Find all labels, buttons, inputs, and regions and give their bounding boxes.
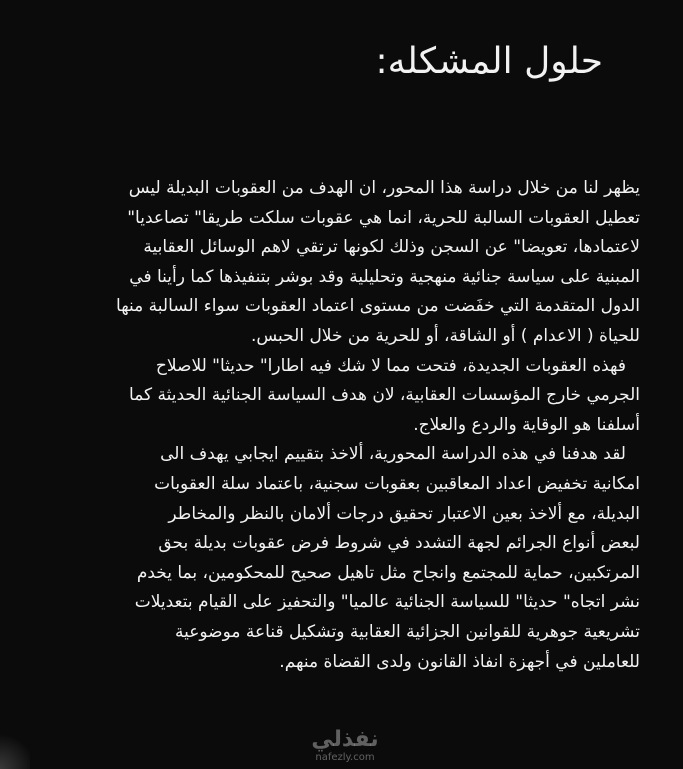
watermark (300, 728, 390, 768)
corner-shadow (0, 729, 30, 769)
text-line: امكانية تخفيض اعداد المعاقبين بعقوبات سجنية، باعتماد سلة العقوبات (154, 473, 640, 494)
watermark-logo: نفذلي (311, 727, 379, 752)
text-line: أسلفنا هو الوقاية والردع والعلاج. (413, 414, 640, 435)
body-text (44, 174, 640, 677)
text-line: الجرمي خارج المؤسسات العقابية، لان هدف السياسة الجنائية الحديثة كما (129, 385, 640, 406)
text-line: المبنية على سياسة جنائية منهجية وتحليلية وقد بوشر بتنفيذها كما رأينا في (129, 266, 640, 287)
text-line: تشريعية جوهرية للقوانين الجزائية العقابية وتشكيل قناعة موضوعية (175, 621, 640, 642)
text-line: البديلة، مع ألاخذ بعين الاعتبار تحقيق درجات ألامان بالنظر والمخاطر (168, 503, 640, 524)
text-line: تعطيل العقوبات السالبة للحرية، انما هي عقوبات سلكت طريقا" تصاعديا" (127, 207, 640, 228)
text-line: لقد هدفنا في هذه الدراسة المحورية، ألاخذ بتقييم ايجابي يهدف الى (160, 444, 626, 465)
text-line: للعاملين في أجهزة انفاذ القانون ولدى القضاة منهم. (279, 651, 640, 672)
page-title: حلول المشكله: (375, 41, 603, 82)
watermark-url: nafezly.com (315, 752, 375, 763)
text-line: للحياة ( الاعدام ) أو الشاقة، أو للحرية من خلال الحبس. (250, 325, 640, 346)
text-line: لبعض أنواع الجرائم لجهة التشدد في شروط فرض عقوبات بديلة بحق (158, 533, 640, 554)
text-line: يظهر لنا من خلال دراسة هذا المحور، ان الهدف من العقوبات البديلة ليس (128, 178, 640, 198)
text-line: فهذه العقوبات الجديدة، فتحت مما لا شك فيه اطارا" حديثا" للاصلاح (155, 355, 626, 376)
text-line: لاعتمادها، تعويضا" عن السجن وذلك لكونها ترتقي لاهم الوسائل العقابية (143, 237, 640, 258)
text-line: المرتكبين، حماية للمجتمع وانجاح مثل تاهيل صحيح للمحكومين، بما يخدم (136, 562, 640, 583)
text-line: نشر اتجاه" حديثا" للسياسة الجنائية عالميا" والتحفيز على القيام بتعديلات (134, 592, 640, 613)
text-line: الدول المتقدمة التي خفَضت من مستوى اعتماد العقوبات سواء السالبة منها (116, 296, 640, 317)
